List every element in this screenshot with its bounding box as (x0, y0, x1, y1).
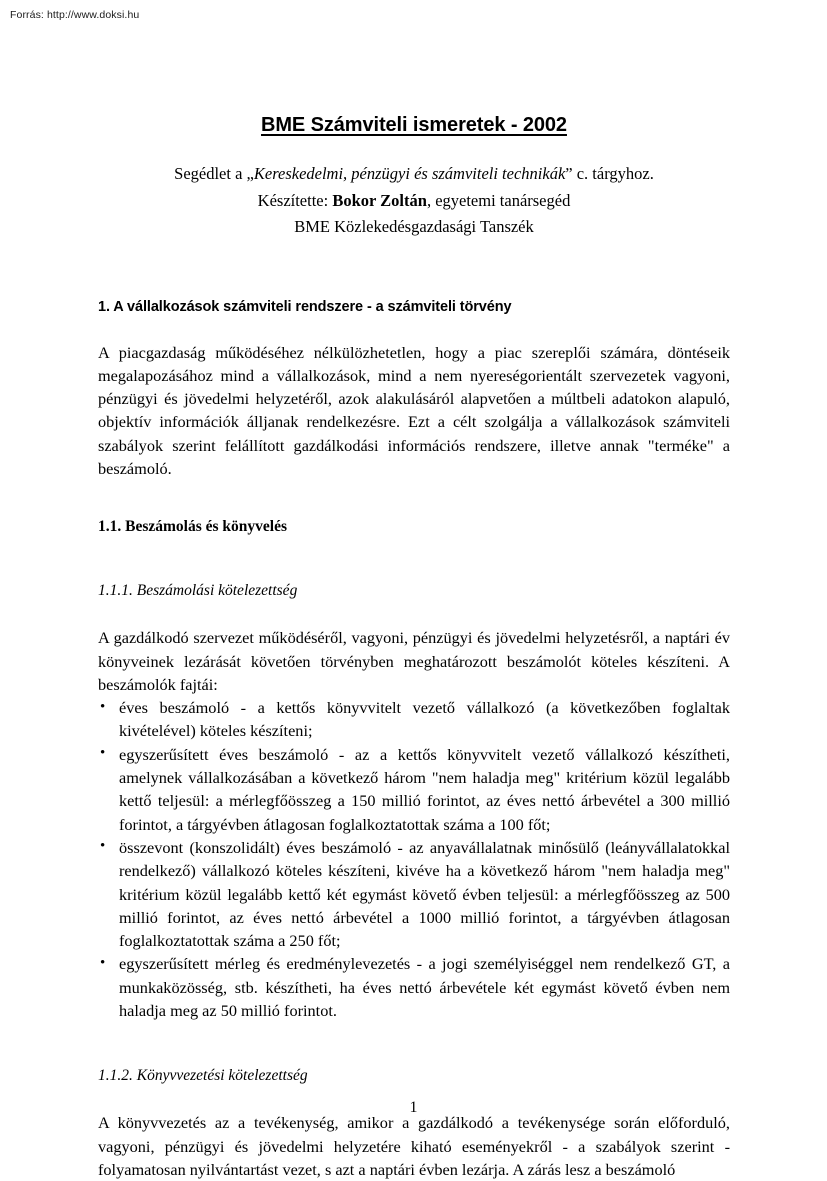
source-watermark: Forrás: http://www.doksi.hu (10, 9, 140, 21)
subtitle-line-department: BME Közlekedésgazdasági Tanszék (294, 217, 534, 236)
intro-paragraph: A piacgazdaság működéséhez nélkülözhetetlen, hogy a piac szereplői számára, döntéseik megalapozásához mind a vállalkozások, mind a nem nyereségorientált szervezetek vagyoni, pénzügyi és jövedelmi helyzetéről, azok alakulásáról alapvetően a múltbeli adatokon alapuló, objektív információk álljanak rendelkezésre. Ezt a célt szolgálja a vállalkozások számviteli szabályok szerint felállított gazdálkodási információs rendszere, illetve annak "terméke" a beszámoló. (98, 342, 730, 478)
report-types-list (98, 696, 730, 1022)
section-heading-1: 1. A vállalkozások számviteli rendszere - a számviteli törvény (98, 298, 512, 315)
paragraph-reporting-obligation: A gazdálkodó szervezet működéséről, vagyoni, pénzügyi és jövedelmi helyzetésről, a naptári év könyveinek lezárását követően törvényben meghatározott beszámolót köteles készíteni. A beszámolók fajtái: (98, 628, 730, 694)
page-title-text: BME Számviteli ismeretek - 2002 (261, 114, 567, 136)
page-title (98, 0, 730, 137)
list-item: • éves beszámoló - a kettős könyvvitelt vezető vállalkozó (a következőben foglaltak kivételével) köteles készíteni; (98, 696, 730, 743)
subtitle-author-suffix: , egyetemi tanársegéd (426, 190, 571, 210)
subtitle-line-author (98, 188, 730, 215)
subtitle-author-prefix: Készítette: (257, 190, 333, 210)
section-heading-1-1-2: 1.1.2. Könyvvezetési kötelezettség (98, 1067, 308, 1085)
paragraph-bookkeeping-obligation: A könyvvezetés az a tevékenység, amikor a gazdálkodó a tevékenysége során előforduló, vagyoni, pénzügyi és jövedelmi helyzetére kiható eseményekről - a szabályok szerint - folyamatosan nyilvántartást vezet, s azt a naptári évben lezárja. A zárás lesz a beszámoló (98, 1113, 730, 1179)
list-item: • összevont (konszolidált) éves beszámoló - az anyavállalatnak minősülő (leányvállalatokkal rendelkező) vállalkozó köteles készíteni, kivéve ha a következő három "nem haladja meg" kritérium közül legalább kettő két egymást követő évben teljesül: a mérlegfőösszeg az 500 millió forintot, az éves nettó árbevétel a 1000 millió forintot, a tárgyévben átlagosan foglalkoztatottak száma a 250 főt; (98, 836, 730, 952)
list-item: • egyszerűsített mérleg és eredménylevezetés - a jogi személyiséggel nem rendelkező GT, a munkaközösség, stb. készítheti, ha éves nettó árbevétele két egymást követő évben nem haladja meg az 50 millió forintot. (98, 952, 730, 1022)
document-content (98, 0, 730, 1181)
section-heading-1-1-1: 1.1.1. Beszámolási kötelezettség (98, 582, 298, 600)
list-item: • egyszerűsített éves beszámoló - az a kettős könyvvitelt vezető vállalkozó készítheti, amelynek vállalkozásában a következő három "nem haladja meg" kritérium közül legalább kettő teljesül: a mérlegfőösszeg a 150 millió forintot, az éves nettó árbevétel a 300 millió forintot, a tárgyévben átlagosan foglalkoztatottak száma a 100 főt; (98, 743, 730, 836)
subtitle-author-name: Bokor Zoltán (332, 190, 427, 210)
subtitle-course-suffix: ” c. tárgyhoz. (565, 164, 654, 183)
section-heading-1-1: 1.1. Beszámolás és könyvelés (98, 518, 288, 536)
subtitle-course-title: Kereskedelmi, pénzügyi és számviteli technikák (253, 164, 566, 183)
subtitle-course-prefix: Segédlet a „ (174, 164, 254, 183)
page-number: 1 (409, 1099, 418, 1116)
subtitle-block (98, 161, 730, 241)
subtitle-line-course (98, 161, 730, 188)
